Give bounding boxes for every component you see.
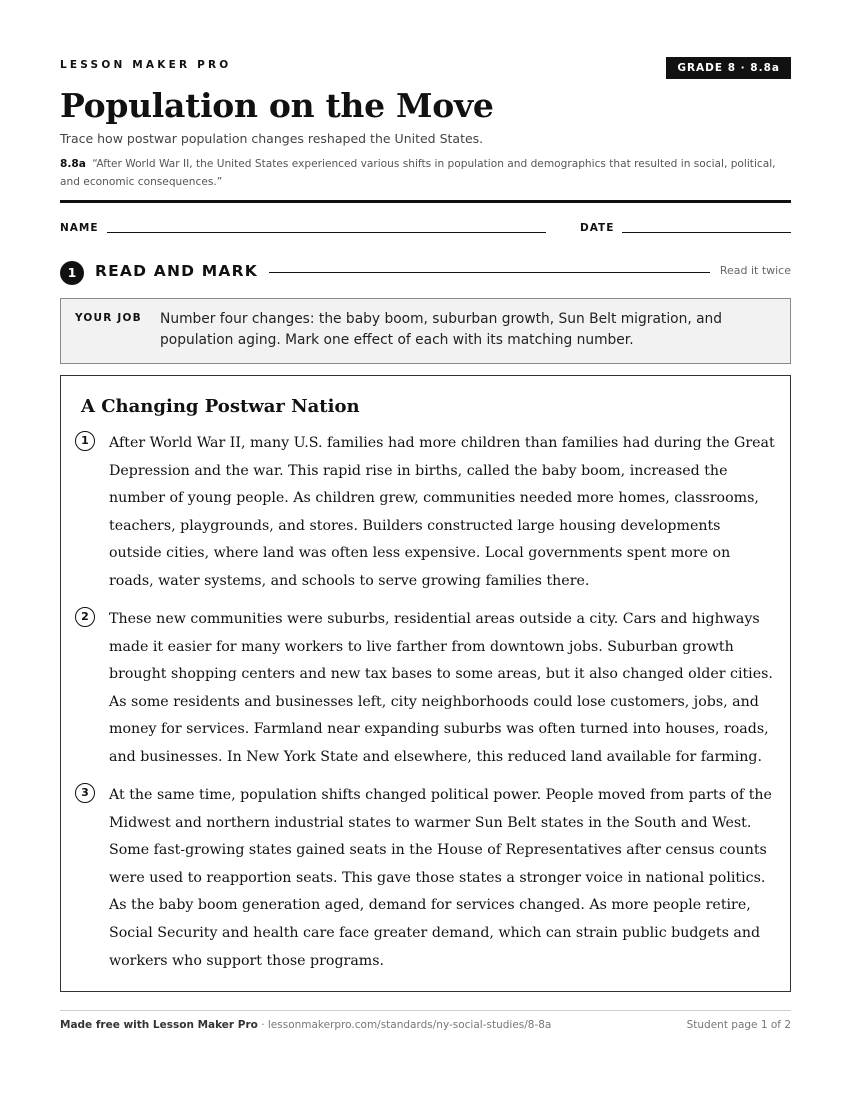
name-label: NAME	[60, 222, 99, 234]
worksheet-page	[60, 0, 791, 1100]
grade-badge: GRADE 8 · 8.8a	[666, 57, 791, 79]
section-number-badge: 1	[60, 261, 84, 285]
page-title: Population on the Move	[60, 86, 494, 125]
date-label: DATE	[580, 222, 615, 234]
footer-credit	[60, 1019, 551, 1031]
footer-made-with: Made free with Lesson Maker Pro	[60, 1019, 258, 1031]
header-divider	[60, 200, 791, 203]
paragraph-number-marker: 1	[75, 431, 95, 451]
footer-divider	[60, 1010, 791, 1011]
brand-name: LESSON MAKER PRO	[60, 59, 232, 71]
your-job-label: YOUR JOB	[75, 312, 142, 324]
date-field[interactable]	[622, 232, 791, 233]
reading-passage	[60, 375, 791, 992]
footer-page-info: Student page 1 of 2	[686, 1019, 791, 1031]
standard-text: “After World War II, the United States experienced various shifts in population and demographics that resulted in social, political, and economic consequences.”	[60, 158, 776, 188]
section-header	[60, 260, 791, 284]
header-bar	[60, 57, 791, 79]
paragraph-text[interactable]: These new communities were suburbs, residential areas outside a city. Cars and highways made it easier for many workers to live farther from downtown jobs. Suburban growth brought shopping centers and new tax bases to some areas, but it also changed older cities. As some residents and businesses left, city neighborhoods could lose customers, jobs, and money for services. Farmland near expanding suburbs was often turned into houses, roads, and businesses. In New York State and elsewhere, this reduced land available for farming.	[109, 611, 773, 765]
reading-title: A Changing Postwar Nation	[81, 396, 360, 417]
name-field[interactable]	[107, 232, 546, 233]
page-subtitle: Trace how postwar population changes reshaped the United States.	[60, 131, 484, 146]
standard-statement	[60, 156, 791, 191]
section-note: Read it twice	[719, 264, 791, 277]
paragraph-text[interactable]: At the same time, population shifts changed political power. People moved from parts of the Midwest and northern industrial states to warmer Sun Belt states in the South and West. Some fast-growing states gained seats in the House of Representatives after census counts were used to reapportion seats. This gave those states a stronger voice in national politics. As the baby boom generation aged, demand for services changed. As more people retire, Social Security and health care face greater demand, which can strain public budgets and workers who support those programs.	[109, 787, 772, 969]
footer-url[interactable]: lessonmakerpro.com/standards/ny-social-studies/8-8a	[267, 1019, 552, 1031]
your-job-instructions: Number four changes: the baby boom, suburban growth, Sun Belt migration, and population aging. Mark one effect of each with its matching number.	[160, 311, 723, 348]
section-divider	[269, 272, 710, 273]
section-title: READ AND MARK	[95, 262, 258, 280]
paragraph-number-marker: 2	[75, 607, 95, 627]
your-job-box	[60, 298, 791, 364]
paragraph-number-marker: 3	[75, 783, 95, 803]
standard-code: 8.8a	[60, 158, 86, 170]
footer-separator: ·	[257, 1019, 268, 1031]
paragraph-text[interactable]: After World War II, many U.S. families had more children than families had during the Great Depression and the war. This rapid rise in births, called the baby boom, increased the number of young people. As children grew, communities needed more homes, classrooms, teachers, playgrounds, and stores. Builders constructed large housing developments outside cities, where land was often less expensive. Local governments spent more on roads, water systems, and schools to serve growing families there.	[109, 435, 775, 589]
name-date-row	[60, 222, 791, 236]
